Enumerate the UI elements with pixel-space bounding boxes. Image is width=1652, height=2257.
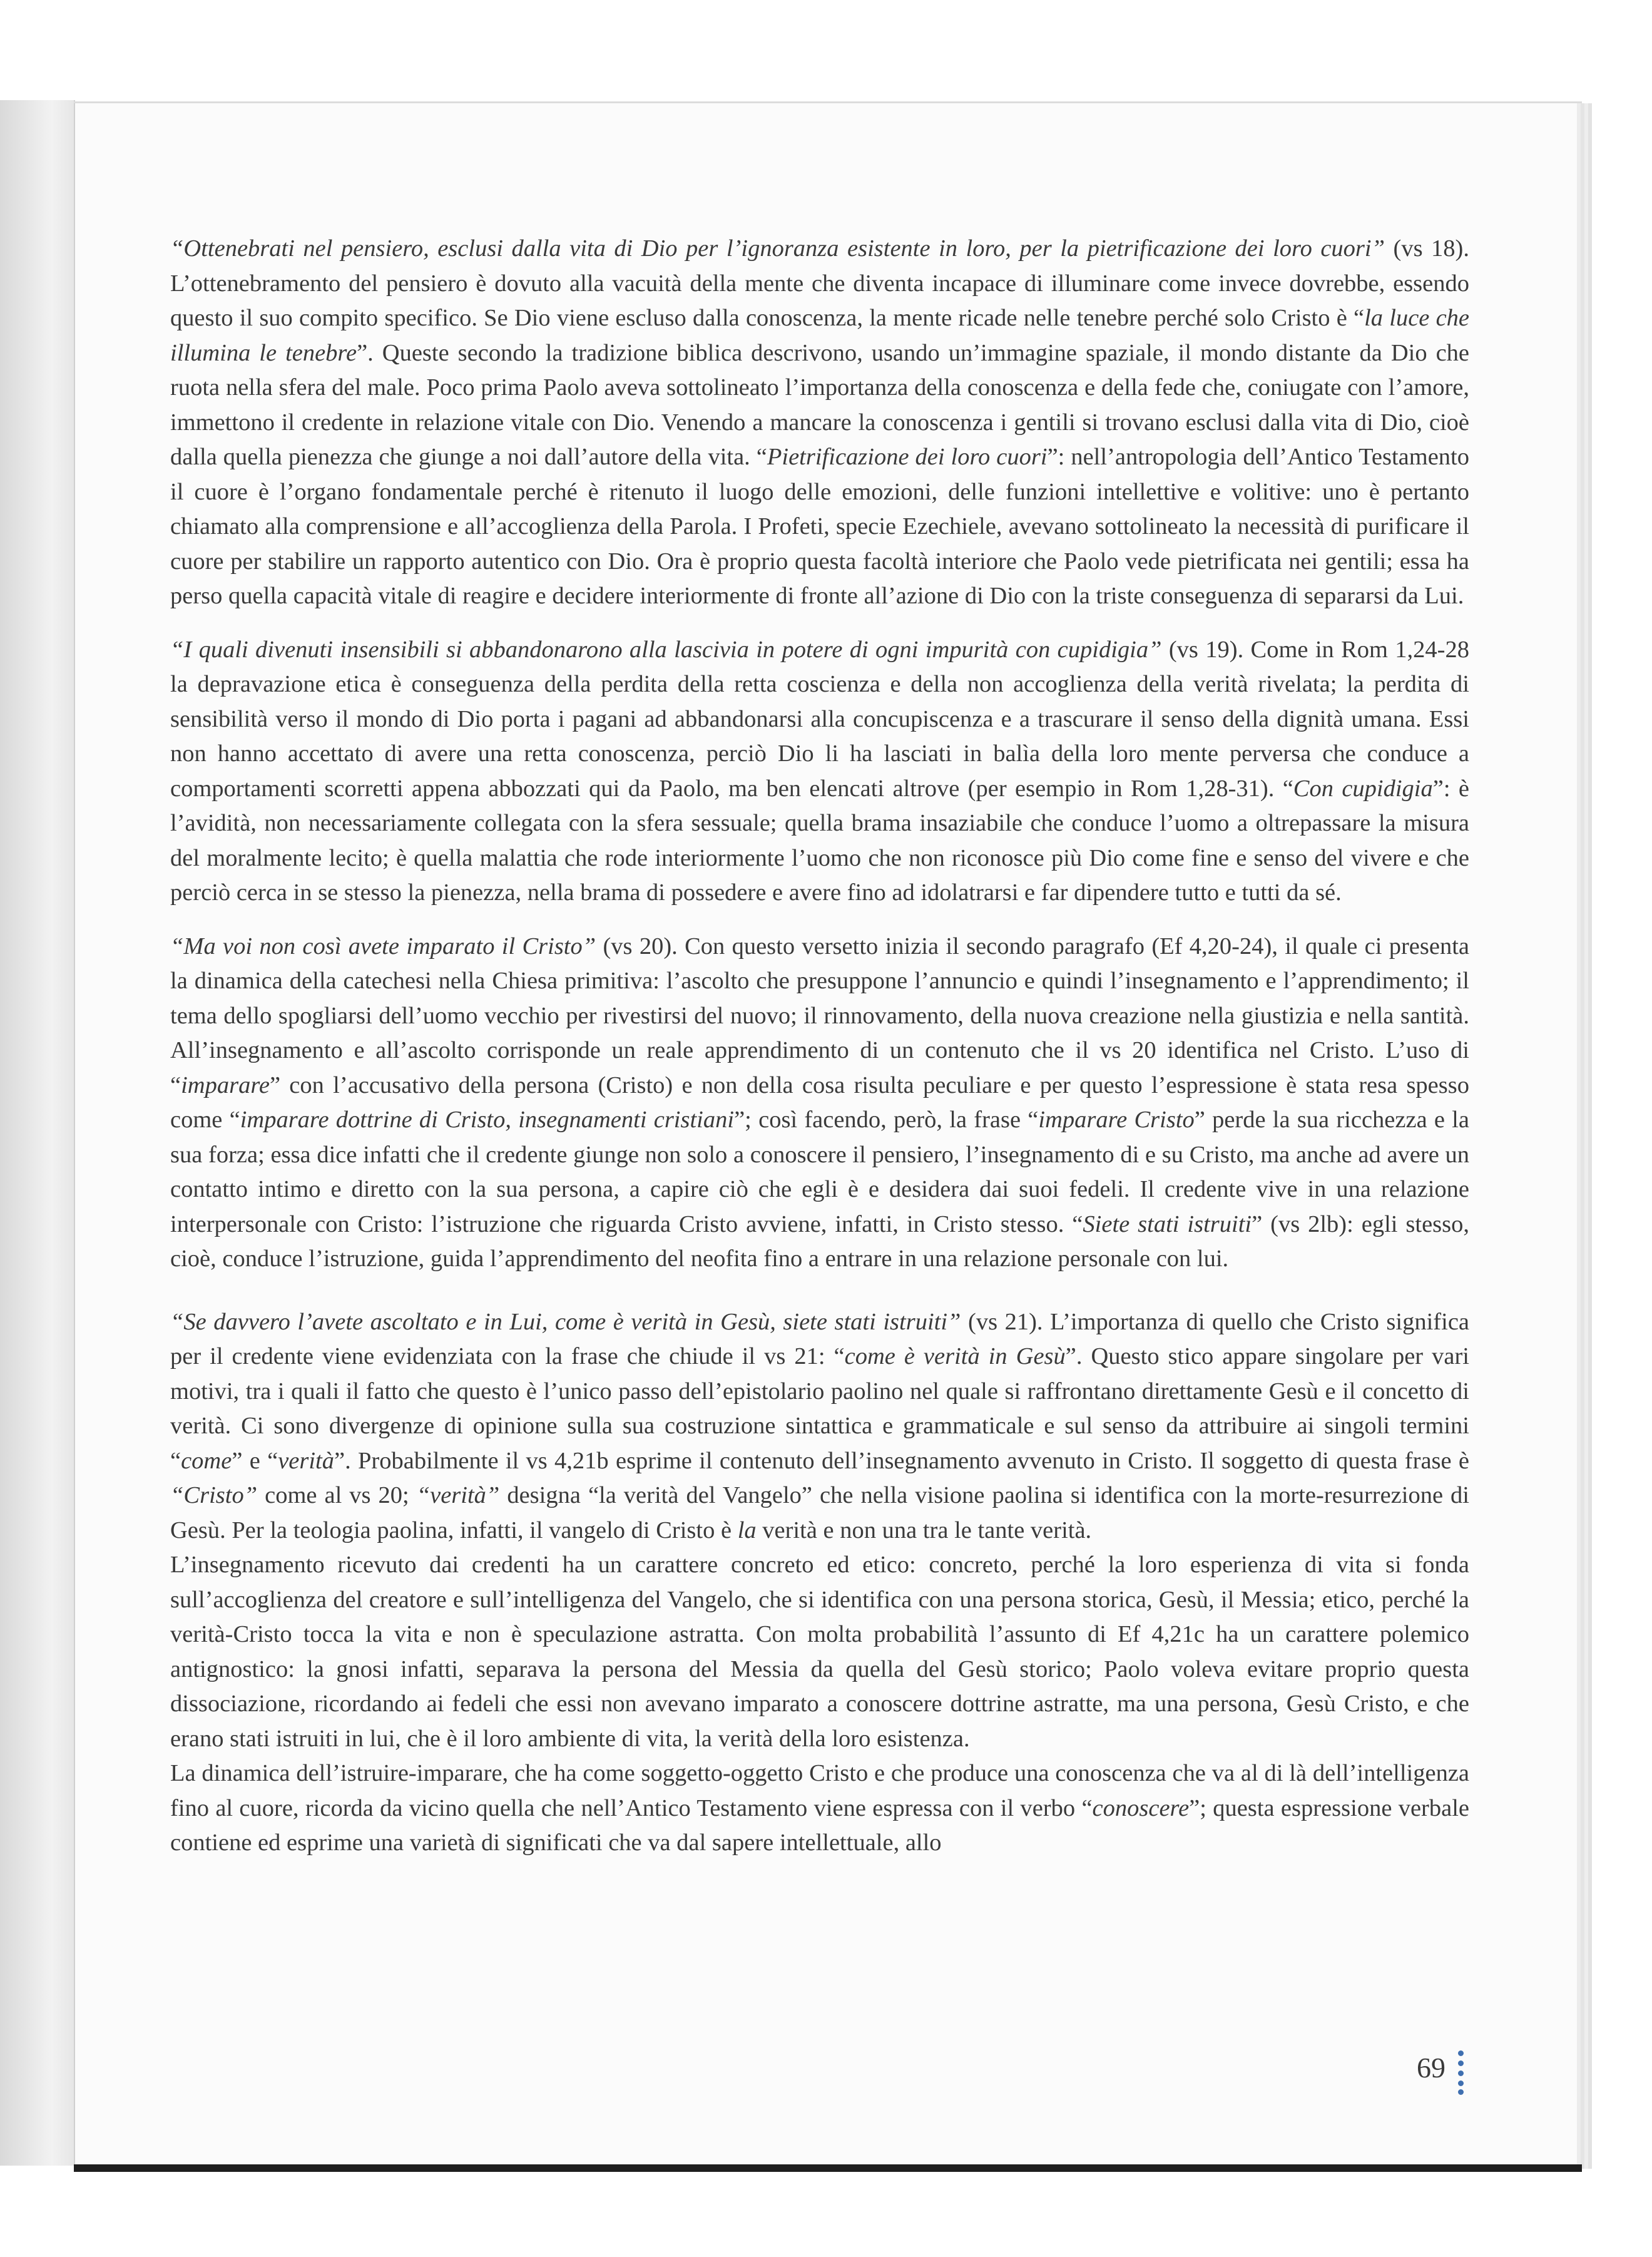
text-run: designa “la verità del Vangelo” che nella visione paolina si identifica con la morte-resurrezione di Gesù. Per la teologia paolina, infatti, il vangelo di Cristo è: [170, 1482, 1469, 1543]
italic-citation: “I quali divenuti insensibili si abbandonarono alla lascivia in potere di ogni impurità con cupidigia”: [170, 636, 1162, 663]
paragraph-vs20: [170, 929, 1469, 1277]
previous-page-edge: [0, 100, 75, 2166]
text-run: ”; così facendo, però, la frase “: [734, 1107, 1039, 1133]
text-run: ”. Queste secondo la tradizione biblica descrivono, usando un’immagine spaziale, il mondo distante da Dio che ruota nella sfera del male. Poco prima Paolo aveva sottolineato l’importanza della conoscenza e della fede che, coniugate con l’amore, immettono il credente in relazione vitale con Dio. Venendo a mancare la conoscenza i gentili si trovano esclusi dalla vita di Dio, cioè dalla quella pienezza che giunge a noi dall’autore della vita. “: [170, 339, 1470, 470]
italic-citation: “verità”: [416, 1482, 500, 1508]
page-top-edge: [74, 101, 1582, 103]
paragraph-dinamica: [170, 1756, 1469, 1861]
text-run: ” (vs 2lb): egli stesso, cioè, conduce l’istruzione, guida l’apprendimento del neofita fino a entrare in una relazione personale con lui.: [170, 1210, 1470, 1272]
text-run: L’insegnamento ricevuto dai credenti ha un carattere concreto ed etico: concreto, perché la loro esperienza di vita si fonda sull’accoglienza del creatore e sull’intelligenza del Vangelo, che si identifica con una persona storica, Gesù, il Messia; etico, perché la verità-Cristo tocca la vita e non è speculazione astratta. Con molta probabilità l’assunto di Ef 4,21c ha un carattere polemico antignostico: la gnosi infatti, separava la persona del Messia da quella del Gesù storico; Paolo voleva evitare proprio questa dissociazione, ricordando ai fedeli che essi non avevano imparato a conoscere dottrine astratte, ma una persona, Gesù Cristo, e che erano stati istruiti in lui, che è il loro ambiente di vita, la verità della loro esistenza.: [170, 1552, 1469, 1752]
italic-citation: come è verità in Gesù: [844, 1343, 1066, 1369]
text-run: ”: è l’avidità, non necessariamente collegata con la sfera sessuale; quella brama insaziabile che conduce l’uomo a oltrepassare la misura del moralmente lecito; è quella malattia che rode interiormente l’uomo che non riconosce più Dio come fine e senso del vivere e che perciò cerca in se stesso la pienezza, nella brama di possedere e avere fino ad idolatrarsi e far dipendere tutto e tutti da sé.: [170, 775, 1469, 906]
text-run: ” con l’accusativo della persona (Cristo) e non della cosa risulta peculiare e per questo l’espressione è stata resa spesso come “: [170, 1072, 1469, 1133]
italic-citation: “Ottenebrati nel pensiero, esclusi dalla vita di Dio per l’ignoranza esistente in loro, per la pietrificazione dei loro cuori”: [170, 235, 1385, 262]
italic-citation: la: [737, 1517, 757, 1543]
italic-citation: “Se davvero l’avete ascoltato e in Lui, come è verità in Gesù, siete stati istruiti”: [170, 1308, 961, 1335]
text-run: ”. Probabilmente il vs 4,21b esprime il contenuto dell’insegnamento avvenuto in Cristo. Il soggetto di questa frase è: [334, 1447, 1469, 1474]
body-text: [170, 232, 1469, 1861]
italic-citation: “Cristo”: [170, 1482, 258, 1508]
italic-citation: conoscere: [1092, 1794, 1190, 1821]
italic-citation: come: [181, 1447, 232, 1474]
text-run: (vs 20). Con questo versetto inizia il secondo paragrafo (Ef 4,20-24), il quale ci presenta la dinamica della catechesi nella Chiesa primitiva: l’ascolto che presuppone l’annuncio e quindi l’insegnamento e l’apprendimento; il tema dello spogliarsi dell’uomo vecchio per rivestirsi del nuovo; il rinnovamento, della nuova creazione nella giustizia e nella santità. All’insegnamento e all’ascolto corrisponde un reale apprendimento di un contenuto che il vs 20 identifica nel Cristo. L’uso di “: [170, 933, 1469, 1098]
paragraph-vs21: [170, 1305, 1469, 1548]
text-run: (vs 19). Come in Rom 1,24-28 la depravazione etica è conseguenza della perdita della retta coscienza e della non accoglienza della verità rivelata; la perdita di sensibilità verso il mondo di Dio porta i pagani ad abbandonarsi alla concupiscenza e a trascurare il senso della dignità umana. Essi non hanno accettato di avere una retta conoscenza, perciò Dio li ha lasciati in balìa della loro mente perversa che conduce a comportamenti scorretti appena abbozzati qui da Paolo, ma ben elencati altrove (per esempio in Rom 1,28-31). “: [170, 636, 1470, 802]
text-run: ”. Questo stico appare singolare per vari motivi, tra i quali il fatto che questo è l’unico passo dell’epistolario paolino nel quale si raffrontano direttamente Gesù e il concetto di verità. Ci sono divergenze di opinione sulla sua costruzione sintattica e grammaticale e sul senso da attribuire ai singoli termini “: [170, 1343, 1469, 1474]
italic-citation: imparare Cristo: [1038, 1107, 1195, 1133]
italic-citation: “Ma voi non così avete imparato il Cristo”: [170, 933, 596, 960]
page-number: 69: [1417, 2052, 1446, 2084]
text-run: ” e “: [232, 1447, 278, 1474]
italic-citation: Con cupidigia: [1293, 775, 1433, 802]
paragraph-vs18: [170, 232, 1469, 614]
book-bottom-edge: [74, 2164, 1582, 2172]
decorative-dots-icon: [1456, 2050, 1465, 2094]
text-run: La dinamica dell’istruire-imparare, che ha come soggetto-oggetto Cristo e che produce una conoscenza che va al di là dell’intelligenza fino al cuore, ricorda da vicino quella che nell’Antico Testamento viene espressa con il verbo “: [170, 1760, 1469, 1821]
text-run: (vs 21). L’importanza di quello che Cristo significa per il credente viene evidenziata con la frase che chiude il vs 21: “: [170, 1308, 1469, 1369]
italic-citation: la luce che illumina le tenebre: [170, 305, 1469, 366]
paragraph-insegnamento: [170, 1548, 1469, 1756]
text-run: (vs 18). L’ottenebramento del pensiero è dovuto alla vacuità della mente che diventa incapace di illuminare come invece dovrebbe, essendo questo il suo compito specifico. Se Dio viene escluso dalla conoscenza, la mente ricade nelle tenebre perché solo Cristo è “: [170, 235, 1470, 331]
text-run: verità e non una tra le tante verità.: [756, 1517, 1092, 1543]
italic-citation: verità: [278, 1447, 334, 1474]
paragraph-vs19: [170, 633, 1469, 911]
italic-citation: Siete stati istruiti: [1083, 1210, 1252, 1237]
italic-citation: imparare dottrine di Cristo, insegnamenti cristiani: [240, 1107, 735, 1133]
italic-citation: imparare: [181, 1072, 270, 1098]
text-run: ”; questa espressione verbale contiene ed esprime una varietà di significati che va dal sapere intellettuale, allo: [170, 1794, 1469, 1856]
text-run: ” perde la sua ricchezza e la sua forza; essa dice infatti che il credente giunge non solo a conoscere il pensiero, l’insegnamento di e su Cristo, ma anche ad avere un contatto intimo e diretto con la sua persona, a capire ciò che egli è e desidera dai suoi fedeli. Il credente vive in una relazione interpersonale con Cristo: l’istruzione che riguarda Cristo avviene, infatti, in Cristo stesso. “: [170, 1107, 1469, 1237]
text-run: come al vs 20;: [257, 1482, 417, 1508]
text-run: ”: nell’antropologia dell’Antico Testamento il cuore è l’organo fondamentale perché è ritenuto il luogo delle emozioni, delle funzioni intellettive e volitive: uno è pertanto chiamato alla comprensione e all’accoglienza della Parola. I Profeti, specie Ezechiele, avevano sottolineato la necessità di purificare il cuore per stabilire un rapporto autentico con Dio. Ora è proprio questa facoltà interiore che Paolo vede pietrificata nei gentili; essa ha perso quella capacità vitale di reagire e decidere interiormente di fronte all’azione di Dio con la triste conseguenza di separarsi da Lui.: [170, 444, 1469, 609]
italic-citation: Pietrificazione dei loro cuori: [767, 444, 1048, 470]
